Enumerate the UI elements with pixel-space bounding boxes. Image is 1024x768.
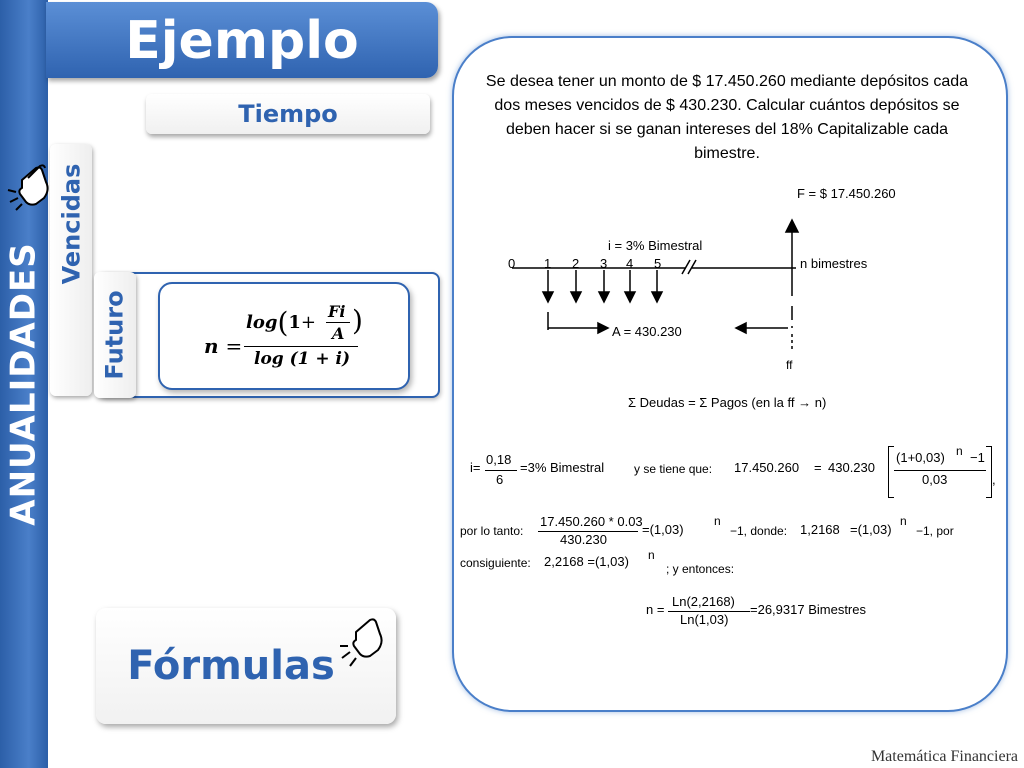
payment-label: A = 430.230 — [612, 324, 682, 339]
eq1-comma: , — [992, 472, 996, 487]
pt-exponent: n — [714, 514, 721, 528]
footer-label: Matemática Financiera — [870, 748, 1018, 765]
formula-denominator: log (1 + i) — [254, 349, 351, 369]
donde-exponent: n — [900, 514, 907, 528]
tiempo-tab[interactable] — [146, 94, 430, 134]
tiempo-label: Tiempo — [238, 100, 338, 128]
pt-numerator: 17.450.260 * 0.03 — [540, 514, 643, 529]
eq1-frac-line — [894, 470, 986, 471]
i-denominator: 6 — [496, 472, 504, 487]
eq1-coef: 430.230 — [828, 460, 875, 475]
future-value-label: F = $ 17.450.260 — [797, 186, 896, 201]
futuro-label-wrap — [94, 272, 136, 398]
n-equals: n = — [646, 602, 665, 617]
tick-0: 0 — [508, 256, 516, 271]
i-result: =3% Bimestral — [520, 460, 605, 475]
n-denominator: Ln(1,03) — [680, 612, 729, 627]
por-lo-tanto-text: por lo tanto: — [460, 524, 524, 538]
vencidas-label: Vencidas — [57, 163, 85, 285]
formula-numerator: log(1+ — [246, 306, 316, 339]
formula-close-paren: ) — [352, 304, 363, 337]
ff-label: ff — [786, 358, 793, 372]
consiguiente-value: 2,2168 =(1,03) — [544, 554, 629, 569]
equation-label: Σ Deudas = Σ Pagos (en la ff → n) — [628, 395, 827, 410]
problem-statement: Se desea tener un monto de $ 17.450.260 mediante depósitos cada dos meses vencidos de $ 430.230. Calcular cuántos depósitos se deben hacer si se ganan intereses del 18% Capitalizable cada bimestre. — [485, 73, 969, 162]
formula-main-line — [244, 346, 358, 347]
eq1-bracket-left — [888, 446, 894, 498]
donde-rhs: =(1,03) — [850, 522, 892, 537]
tick-1: 1 — [544, 256, 552, 271]
formula-frac-line — [326, 322, 350, 323]
i-numerator: 0,18 — [486, 452, 512, 467]
sidebar-label-wrap — [0, 0, 48, 768]
eq1-left: 17.450.260 — [734, 460, 800, 475]
formulas-button-label: Fórmulas — [127, 643, 335, 689]
eq1-denominator: 0,03 — [922, 472, 948, 487]
tick-3: 3 — [600, 256, 608, 271]
donde-value: 1,2168 — [800, 522, 840, 537]
formula-frac-top: Fi — [328, 302, 346, 321]
eq1-minus: −1 — [970, 450, 985, 465]
se-tiene-text: y se tiene que: — [634, 462, 713, 476]
page-title: Ejemplo — [125, 11, 359, 71]
i-prefix: i= — [470, 460, 481, 475]
formula-frac-bottom: A — [332, 324, 345, 343]
i-frac-line — [485, 470, 517, 471]
tick-4: 4 — [626, 256, 634, 271]
timeline-diagram — [500, 186, 920, 376]
eq1-exponent: n — [956, 444, 963, 458]
sidebar-label: ANUALIDADES — [4, 242, 44, 526]
pointing-hand-icon[interactable] — [336, 612, 392, 670]
n-numerator: Ln(2,2168) — [672, 594, 735, 609]
n-periods-label: n bimestres — [800, 256, 868, 271]
pt-rhs: =(1,03) — [642, 522, 684, 537]
eq1-numerator: (1+0,03) — [896, 450, 945, 465]
formula-lhs: n = — [204, 334, 243, 358]
tick-5: 5 — [654, 256, 662, 271]
n-result: =26,9317 Bimestres — [750, 602, 866, 617]
consiguiente-text: consiguiente: — [460, 556, 531, 570]
vencidas-label-wrap — [50, 144, 92, 304]
y-entonces-text: ; y entonces: — [666, 562, 735, 576]
pt-denominator: 430.230 — [560, 532, 607, 547]
rate-label: i = 3% Bimestral — [608, 238, 703, 253]
eq1-equals: = — [814, 460, 822, 475]
donde-tail: −1, por — [916, 524, 954, 538]
futuro-label: Futuro — [101, 290, 130, 380]
consiguiente-exponent: n — [648, 548, 655, 562]
tick-2: 2 — [572, 256, 580, 271]
pt-donde: −1, donde: — [730, 524, 788, 538]
